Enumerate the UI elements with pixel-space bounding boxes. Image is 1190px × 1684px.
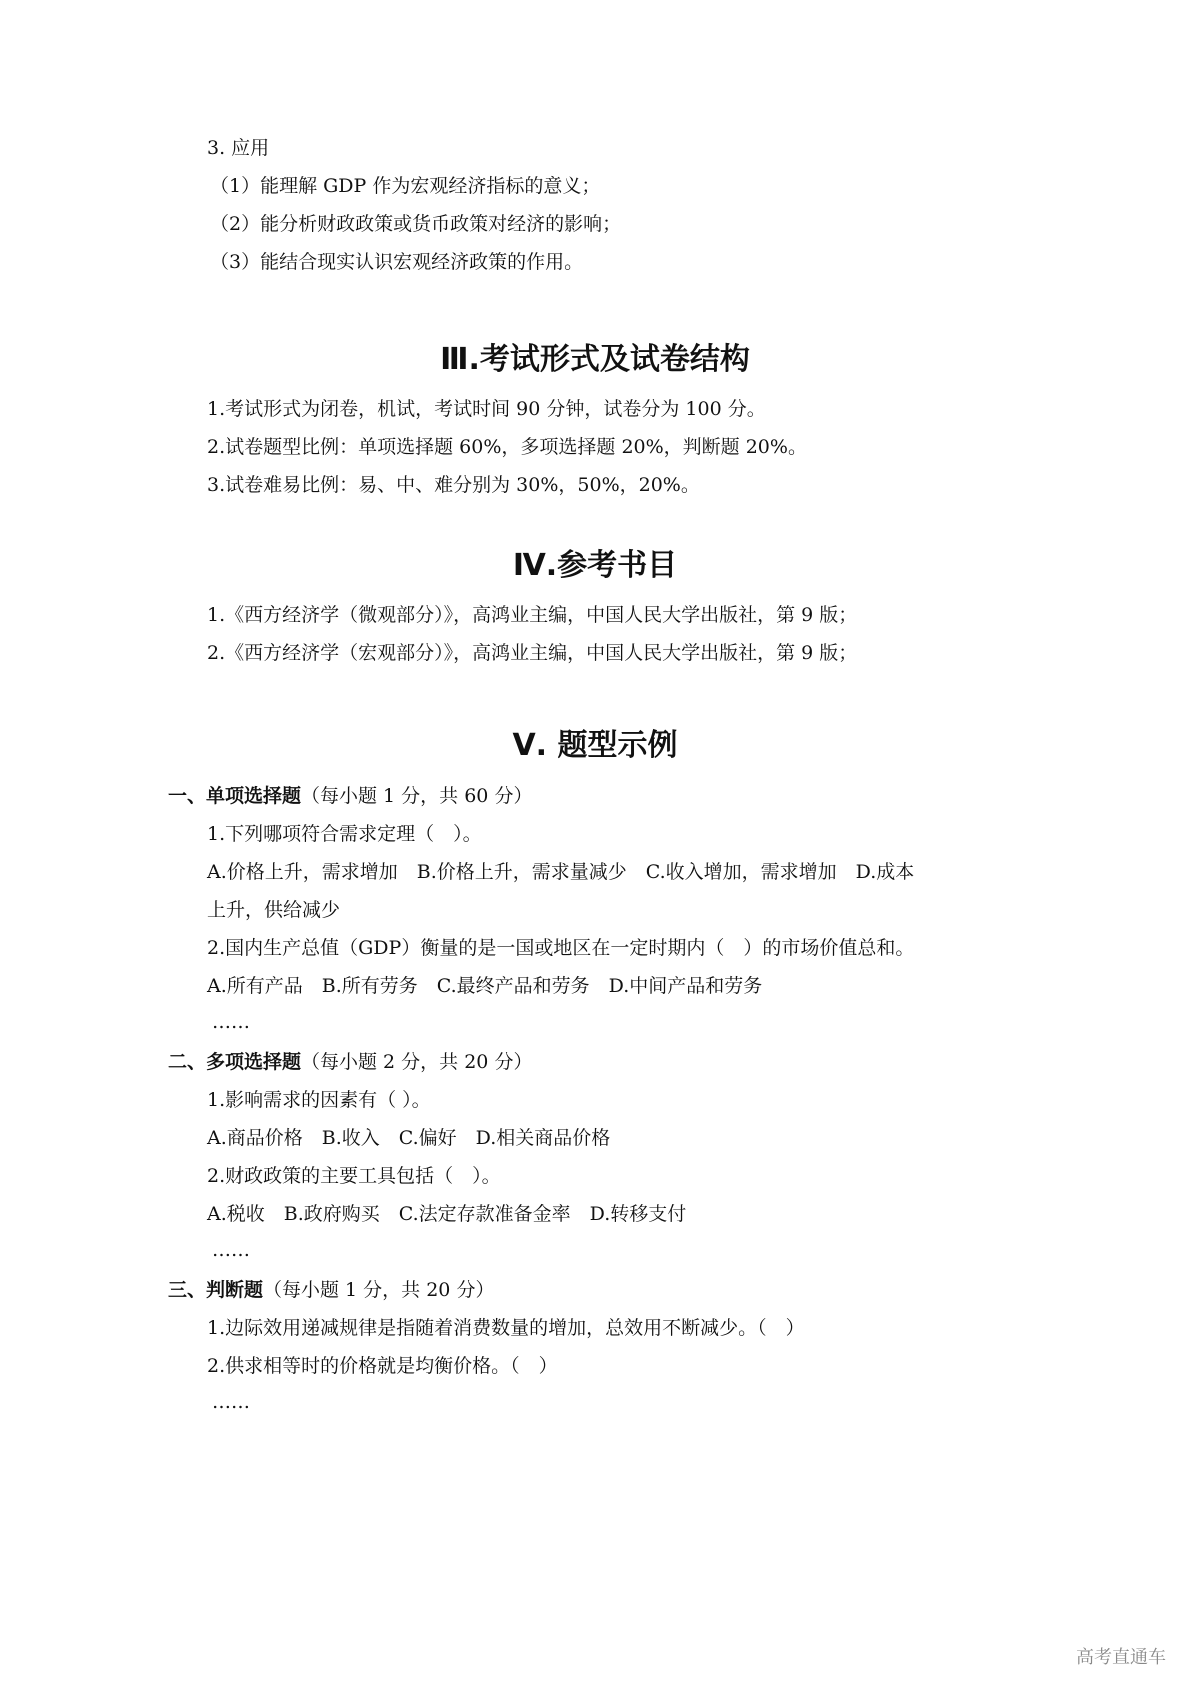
true-false-question-1: 1.边际效用递减规律是指随着消费数量的增加，总效用不断减少。（ ） [207, 1317, 805, 1339]
reference-item-2: 2.《西方经济学（宏观部分）》，高鸿业主编，中国人民大学出版社，第 9 版； [207, 642, 858, 664]
exam-format-item-3: 3.试卷难易比例：易、中、难分别为 30%，50%，20%。 [207, 474, 700, 496]
multiple-choice-options-2: A.税收 B.政府购买 C.法定存款准备金率 D.转移支付 [207, 1203, 687, 1225]
true-false-note: （每小题 1 分，共 20 分） [263, 1279, 495, 1301]
single-choice-question-1: 1.下列哪项符合需求定理（ ）。 [207, 823, 482, 845]
single-choice-ellipsis: …… [212, 1011, 250, 1033]
single-choice-header [168, 783, 532, 809]
application-item-3: （3）能结合现实认识宏观经济政策的作用。 [210, 251, 584, 273]
single-choice-label: 一、单项选择题 [168, 785, 302, 807]
exam-format-item-2: 2.试卷题型比例：单项选择题 60%，多项选择题 20%，判断题 20%。 [207, 436, 807, 458]
multiple-choice-label: 二、多项选择题 [168, 1051, 302, 1073]
references-heading: Ⅳ.参考书目 [512, 548, 678, 583]
application-title: 3. 应用 [207, 137, 270, 159]
true-false-label: 三、判断题 [168, 1279, 264, 1301]
exam-format-heading: Ⅲ.考试形式及试卷结构 [440, 342, 750, 377]
reference-item-1: 1.《西方经济学（微观部分）》，高鸿业主编，中国人民大学出版社，第 9 版； [207, 604, 858, 626]
true-false-ellipsis: …… [212, 1391, 250, 1413]
exam-format-item-1: 1.考试形式为闭卷，机试，考试时间 90 分钟，试卷分为 100 分。 [207, 398, 766, 420]
single-choice-note: （每小题 1 分，共 60 分） [301, 785, 533, 807]
application-item-1: （1）能理解 GDP 作为宏观经济指标的意义； [210, 175, 601, 197]
application-item-2: （2）能分析财政政策或货币政策对经济的影响； [210, 213, 622, 235]
single-choice-options-2: A.所有产品 B.所有劳务 C.最终产品和劳务 D.中间产品和劳务 [207, 975, 763, 997]
multiple-choice-question-1: 1.影响需求的因素有（ ）。 [207, 1089, 431, 1111]
examples-heading: Ⅴ. 题型示例 [512, 728, 678, 763]
single-choice-options-1-cont: 上升，供给减少 [207, 899, 341, 921]
true-false-question-2: 2.供求相等时的价格就是均衡价格。（ ） [207, 1355, 558, 1377]
single-choice-question-2: 2.国内生产总值（GDP）衡量的是一国或地区在一定时期内（ ）的市场价值总和。 [207, 937, 915, 959]
watermark: 高考直通车 [1076, 1647, 1166, 1668]
true-false-header [168, 1277, 494, 1303]
single-choice-options-1: A.价格上升，需求增加 B.价格上升，需求量减少 C.收入增加，需求增加 D.成本 [207, 861, 915, 883]
multiple-choice-question-2: 2.财政政策的主要工具包括（ ）。 [207, 1165, 501, 1187]
multiple-choice-ellipsis: …… [212, 1239, 250, 1261]
multiple-choice-note: （每小题 2 分，共 20 分） [301, 1051, 533, 1073]
multiple-choice-options-1: A.商品价格 B.收入 C.偏好 D.相关商品价格 [207, 1127, 611, 1149]
multiple-choice-header [168, 1049, 532, 1075]
